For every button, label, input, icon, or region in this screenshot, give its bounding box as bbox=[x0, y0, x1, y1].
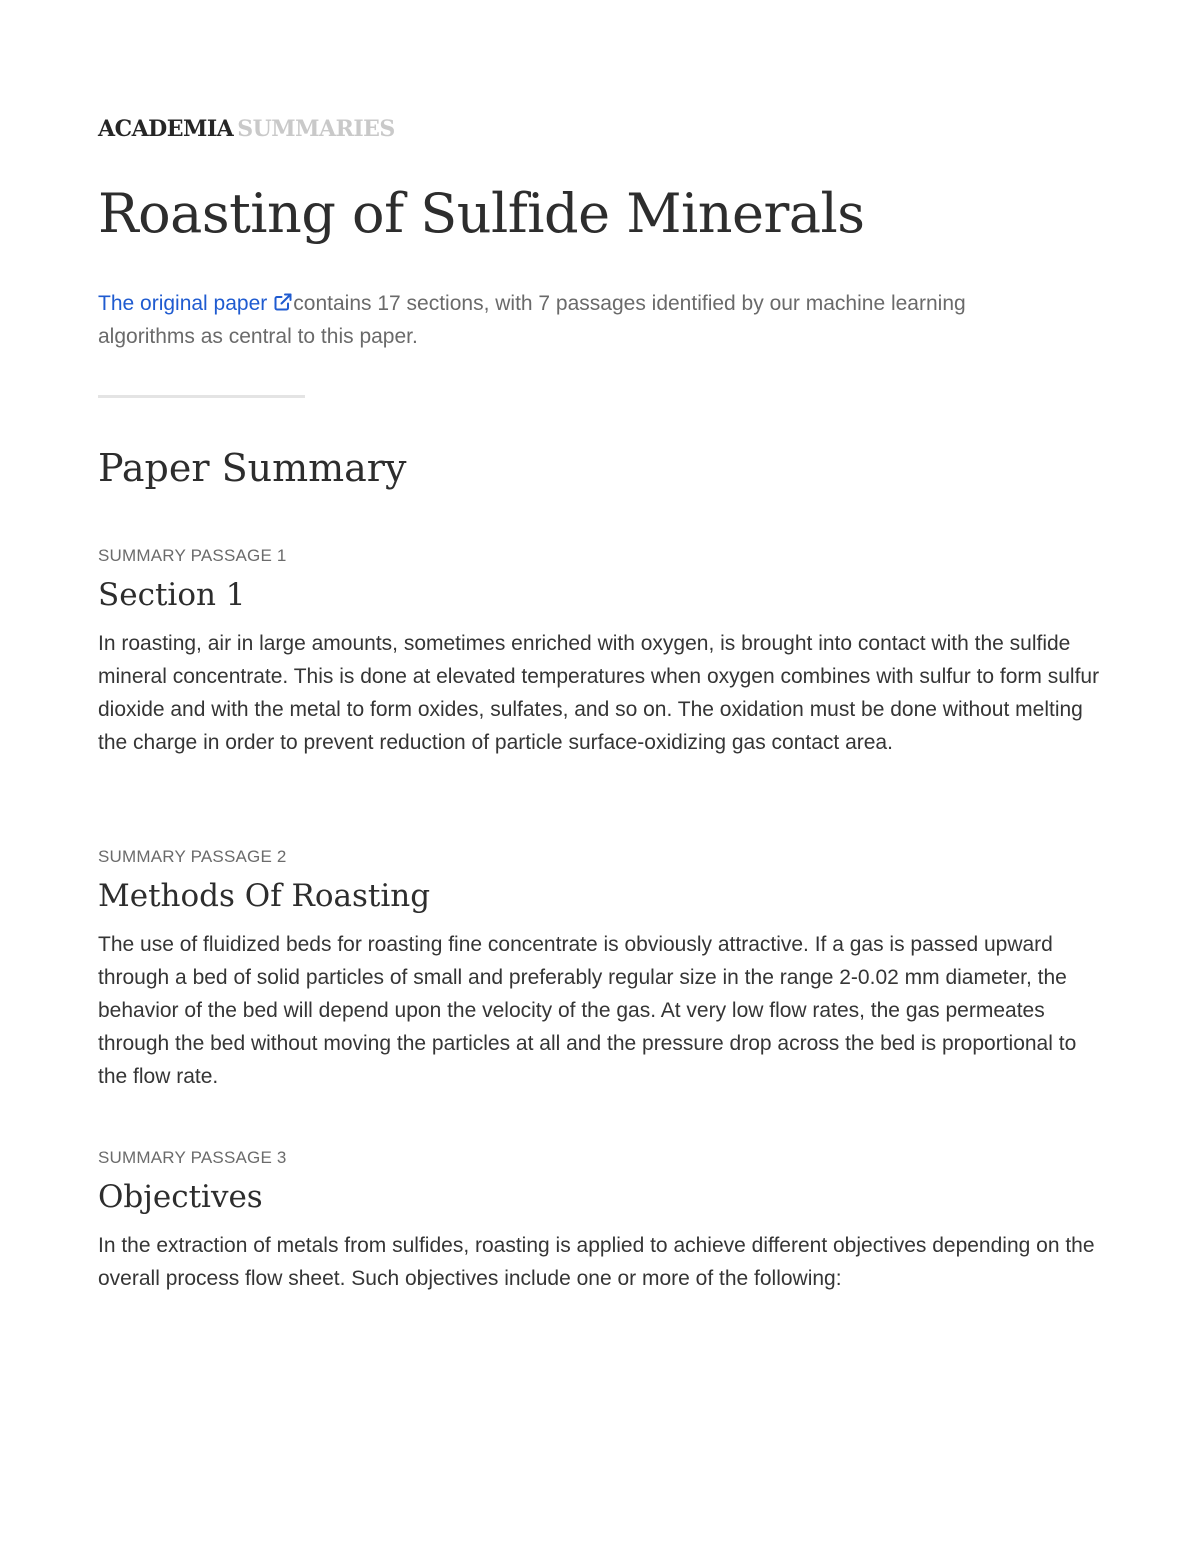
intro-text: contains 17 sections, with 7 passages identified by our machine learning algorithms as central to this paper. bbox=[98, 292, 966, 348]
passage-heading: Methods Of Roasting bbox=[98, 878, 431, 914]
brand-secondary: SUMMARIES bbox=[237, 116, 395, 142]
passage-heading: Section 1 bbox=[98, 577, 246, 613]
original-paper-link-label: The original paper bbox=[98, 292, 268, 315]
passage-label: SUMMARY PASSAGE 1 bbox=[98, 546, 287, 565]
brand-logo[interactable] bbox=[98, 116, 395, 142]
external-link-icon bbox=[273, 292, 293, 312]
summary-passage bbox=[98, 1146, 1108, 1295]
summary-heading: Paper Summary bbox=[98, 446, 407, 490]
original-paper-link[interactable] bbox=[98, 292, 293, 315]
intro-paragraph bbox=[98, 287, 1058, 353]
passage-label: SUMMARY PASSAGE 3 bbox=[98, 1148, 287, 1167]
passage-label: SUMMARY PASSAGE 2 bbox=[98, 847, 287, 866]
brand-primary: ACADEMIA bbox=[98, 116, 234, 142]
page-title: Roasting of Sulfide Minerals bbox=[98, 182, 865, 245]
passage-body: In the extraction of metals from sulfides, roasting is applied to achieve different objectives depending on the overall process flow sheet. Such objectives include one or more of the following: bbox=[98, 1234, 1095, 1290]
passage-body: In roasting, air in large amounts, sometimes enriched with oxygen, is brought into contact with the sulfide mineral concentrate. This is done at elevated temperatures when oxygen combines with sulfur to form sulfur dioxide and with the metal to form oxides, sulfates, and so on. The oxidation must be done without melting the charge in order to prevent reduction of particle surface-oxidizing gas contact area. bbox=[98, 632, 1100, 754]
summary-passage bbox=[98, 544, 1108, 759]
summary-passage bbox=[98, 845, 1108, 1093]
passage-heading: Objectives bbox=[98, 1179, 263, 1215]
divider bbox=[98, 395, 305, 398]
passage-body: The use of fluidized beds for roasting fine concentrate is obviously attractive. If a gas is passed upward through a bed of solid particles of small and preferably regular size in the range 2-0.02 mm diameter, the behavior of the bed will depend upon the velocity of the gas. At very low flow rates, the gas permeates through the bed without moving the particles at all and the pressure drop across the bed is proportional to the flow rate. bbox=[98, 933, 1077, 1088]
